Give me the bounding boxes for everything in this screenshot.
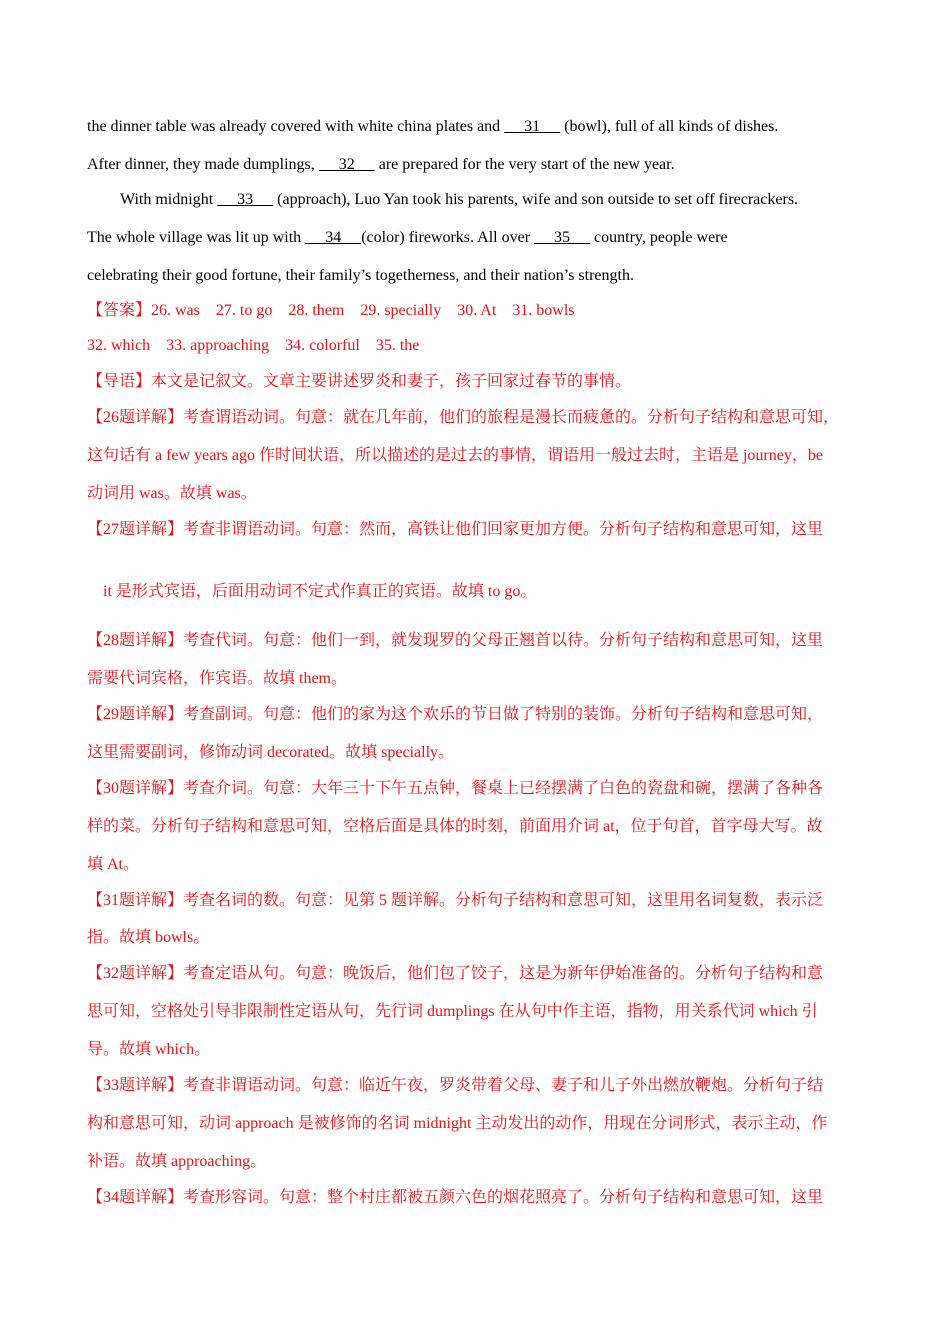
explanation-32: 导。故填 which。 xyxy=(87,1041,211,1058)
passage-text: the dinner table was already covered with white china plates and xyxy=(87,118,505,135)
explanation-31: 指。故填 bowls。 xyxy=(87,929,210,946)
answer-key-line: 【答案】26. was 27. to go 28. them 29. specially 30. At 31. bowls xyxy=(87,302,575,319)
explanation-26: 【26题详解】考查谓语动词。句意：就在几年前，他们的旅程是漫长而疲惫的。分析句子结构和意思可知， xyxy=(87,409,840,426)
explanation-33: 【33题详解】考查非谓语动词。句意：临近午夜，罗炎带着父母、妻子和儿子外出燃放鞭炮。分析句子结 xyxy=(87,1077,824,1094)
explanation-29: 这里需要副词，修饰动词 decorated。故填 specially。 xyxy=(87,744,455,761)
passage-line xyxy=(87,155,877,175)
blank-33: 33 xyxy=(217,191,274,208)
explanation-27: it 是形式宾语，后面用动词不定式作真正的宾语。故填 to go。 xyxy=(103,583,537,600)
explanation-29: 【29题详解】考查副词。句意：他们的家为这个欢乐的节日做了特别的装饰。分析句子结构和意思可知， xyxy=(87,706,824,723)
passage-line xyxy=(87,117,877,137)
passage-text: (color) fireworks. All over xyxy=(361,229,535,246)
explanation-32: 思可知，空格处引导非限制性定语从句，先行词 dumplings 在从句中作主语，指物，用关系代词 which 引 xyxy=(87,1003,818,1020)
passage-text: (approach), Luo Yan took his parents, wife and son outside to set off firecrackers. xyxy=(273,191,799,208)
guide-text: 【导语】本文是记叙文。文章主要讲述罗炎和妻子，孩子回家过春节的事情。 xyxy=(87,373,632,390)
explanation-31: 【31题详解】考查名词的数。句意：见第 5 题详解。分析句子结构和意思可知，这里用名词复数，表示泛 xyxy=(87,892,824,909)
blank-35: 35 xyxy=(534,229,591,246)
passage-line: celebrating their good fortune, their family’s togetherness, and their nation’s strength. xyxy=(87,267,634,284)
answer-key-line: 32. which 33. approaching 34. colorful 35. the xyxy=(87,337,420,354)
passage-line xyxy=(120,190,910,210)
explanation-30: 填 At。 xyxy=(87,856,140,873)
passage-text: (bowl), full of all kinds of dishes. xyxy=(560,118,779,135)
explanation-30: 样的菜。分析句子结构和意思可知，空格后面是具体的时刻，前面用介词 at，位于句首，首字母大写。故 xyxy=(87,818,823,835)
blank-31: 31 xyxy=(504,118,561,135)
explanation-27: 【27题详解】考查非谓语动词。句意：然而，高铁让他们回家更加方便。分析句子结构和意思可知，这里 xyxy=(87,521,824,538)
explanation-30: 【30题详解】考查介词。句意：大年三十下午五点钟，餐桌上已经摆满了白色的瓷盘和碗，摆满了各种各 xyxy=(87,780,824,797)
explanation-28: 【28题详解】考查代词。句意：他们一到，就发现罗的父母正翘首以待。分析句子结构和意思可知，这里 xyxy=(87,632,824,649)
explanation-28: 需要代词宾格，作宾语。故填 them。 xyxy=(87,670,347,687)
explanation-34: 【34题详解】考查形容词。句意：整个村庄都被五颜六色的烟花照亮了。分析句子结构和意思可知，这里 xyxy=(87,1189,824,1206)
blank-32: 32 xyxy=(318,156,375,173)
passage-text: With midnight xyxy=(120,191,218,208)
explanation-32: 【32题详解】考查定语从句。句意：晚饭后，他们包了饺子，这是为新年伊始准备的。分析句子结构和意 xyxy=(87,965,824,982)
passage-text: After dinner, they made dumplings, xyxy=(87,156,319,173)
explanation-26: 动词用 was。故填 was。 xyxy=(87,485,257,502)
passage-text: The whole village was lit up with xyxy=(87,229,306,246)
explanation-33: 补语。故填 approaching。 xyxy=(87,1153,267,1170)
passage-text: country, people were xyxy=(590,229,728,246)
blank-34: 34 xyxy=(305,229,362,246)
passage-text: are prepared for the very start of the new year. xyxy=(374,156,675,173)
explanation-26: 这句话有 a few years ago 作时间状语，所以描述的是过去的事情，谓语用一般过去时，主语是 journey，be xyxy=(87,447,823,464)
passage-line xyxy=(87,228,877,248)
explanation-33: 构和意思可知，动词 approach 是被修饰的名词 midnight 主动发出的动作，用现在分词形式，表示主动，作 xyxy=(87,1115,828,1132)
